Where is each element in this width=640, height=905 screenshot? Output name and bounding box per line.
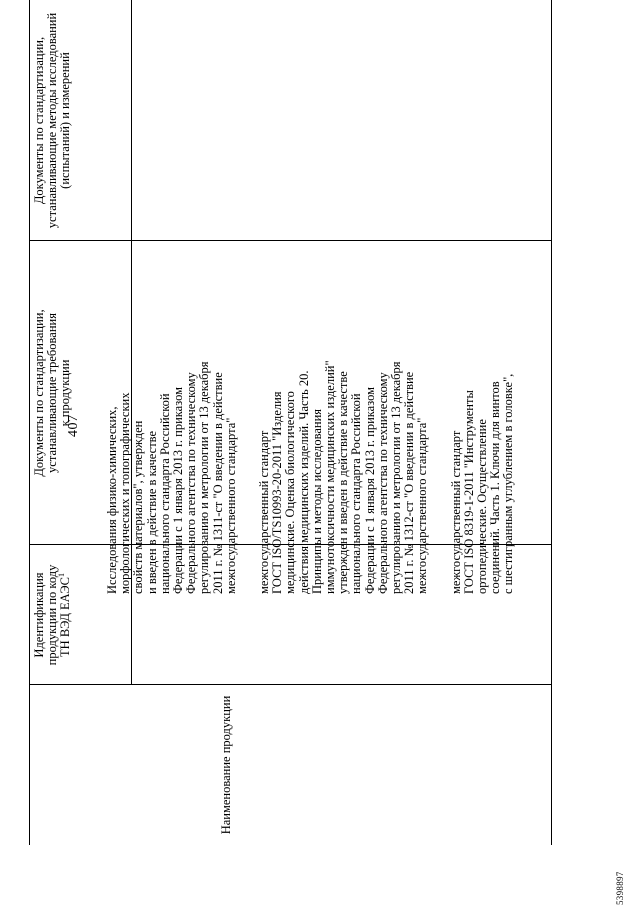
header-tn-ved-line: Идентификация — [32, 572, 46, 658]
column-divider-3 — [30, 240, 551, 241]
text-line: действия медицинских изделий. Часть 20. — [296, 370, 311, 594]
text-line: регулированию и метрологии от 13 декабря — [389, 361, 404, 594]
text-line: межгосударственного стандарта" — [415, 417, 430, 594]
text-line: соединений. Часть 1. Ключи для винтов — [488, 381, 503, 594]
header-test-methods-docs — [33, 0, 72, 241]
text-line: ГОСТ ISO/TS10993-20-2011 "Изделия — [270, 391, 285, 594]
text-line: утвержден и введен в действие в качестве — [336, 371, 351, 594]
text-line: межгосударственного стандарта" — [223, 417, 238, 594]
text-line: межгосударственный стандарт — [257, 430, 272, 594]
text-line: регулированию и метрологии от 13 декабря — [197, 361, 212, 594]
header-requirements-line: Документы по стандартизации, — [32, 309, 46, 477]
standard-entry — [258, 254, 430, 594]
text-line: и введен в действие в качестве — [144, 430, 159, 594]
text-line: Федерального агентства по техническому — [375, 372, 390, 594]
header-tn-ved-code — [33, 545, 72, 685]
header-tn-ved-line: ТН ВЭД ЕАЭС$^1$ — [56, 573, 72, 657]
text-line: ортопедические. Осуществление — [475, 419, 490, 594]
header-methods-line: Документы по стандартизации, — [32, 36, 46, 205]
page-number: 407 — [66, 414, 81, 437]
text-line: национального стандарта Российской — [349, 393, 364, 594]
text-line: ГОСТ ISO 8319-1-2011 "Инструменты — [461, 390, 476, 594]
standard-entry — [106, 254, 238, 594]
text-line: медицинские. Оценка биологического — [283, 391, 298, 594]
text-line: межгосударственный стандарт — [448, 430, 463, 594]
text-line: 2011 г. № 1312-ст "О введении в действие — [402, 371, 417, 594]
text-line: Федерации с 1 января 2013 г. приказом — [171, 387, 186, 594]
header-requirements-docs — [33, 241, 72, 545]
header-requirements-line: устанавливающие требования — [45, 313, 59, 473]
footnote-marker: 1 — [56, 573, 66, 578]
text-line: с шестигранным углублением в головке", — [501, 373, 516, 594]
column-divider-1 — [30, 684, 551, 685]
header-tn-ved-line: продукции по коду — [45, 564, 59, 666]
text-line: Исследования физико-химических, — [105, 406, 119, 594]
header-requirements-line: к продукции — [58, 359, 72, 427]
requirements-docs-cell — [106, 254, 536, 594]
text-line: Принципы и методы исследования — [309, 408, 324, 594]
text-line: свойств материалов", утвержден — [131, 420, 146, 594]
header-product-name: Наименование продукции — [219, 695, 233, 835]
standard-entry — [450, 254, 516, 594]
text-line: морфологических и топографических — [118, 392, 133, 594]
text-line: Федерального агентства по техническому — [184, 372, 199, 594]
text-line: 2011 г. № 1311-ст "О введении в действие — [210, 372, 225, 594]
text-line: иммунотоксичности медицинских изделий" — [323, 360, 338, 594]
header-methods-line: устанавливающие методы исследований — [45, 12, 59, 229]
text-line: национального стандарта Российской — [157, 393, 172, 594]
header-methods-line: (испытаний) и измерений — [58, 52, 72, 189]
text-line: Федерации с 1 января 2013 г. приказом — [362, 387, 377, 594]
document-id-number: 5398897 — [615, 871, 625, 905]
